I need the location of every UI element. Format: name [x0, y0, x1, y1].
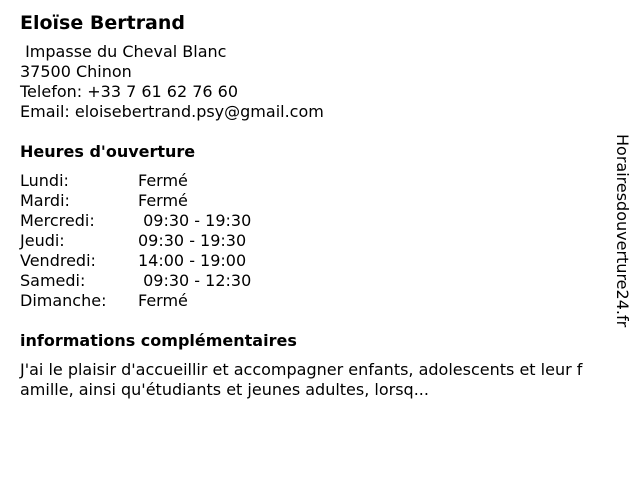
day-label: Mardi:	[20, 191, 70, 210]
hours-value: 09:30 - 19:30	[138, 211, 252, 230]
hours-heading: Heures d'ouverture	[20, 142, 196, 161]
day-label: Jeudi:	[20, 231, 65, 250]
hours-value: Fermé	[138, 191, 188, 210]
day-label: Samedi:	[20, 271, 86, 290]
hours-value: Fermé	[138, 171, 188, 190]
email-address: Email: eloisebertrand.psy@gmail.com	[20, 102, 324, 121]
hours-row-wednesday	[20, 211, 610, 231]
business-card	[20, 12, 610, 400]
hours-row-thursday	[20, 231, 610, 251]
hours-row-sunday	[20, 291, 610, 311]
hours-value: 09:30 - 12:30	[138, 271, 252, 290]
hours-row-tuesday	[20, 191, 610, 211]
phone-number: Telefon: +33 7 61 62 76 60	[20, 82, 239, 101]
hours-row-friday	[20, 251, 610, 271]
day-label: Vendredi:	[20, 251, 96, 270]
hours-value: 14:00 - 19:00	[138, 251, 247, 270]
watermark-text: Horairesdouverture24.fr	[613, 134, 632, 328]
day-label: Dimanche:	[20, 291, 107, 310]
day-label: Mercredi:	[20, 211, 95, 230]
info-description: J'ai le plaisir d'accueillir et accompagner enfants, adolescents et leur famille, ainsi qu'étudiants et jeunes adultes, lorsq...	[20, 360, 583, 399]
info-heading: informations complémentaires	[20, 331, 297, 350]
hours-row-saturday	[20, 271, 610, 291]
business-name: Eloïse Bertrand	[20, 12, 186, 34]
address-city: 37500 Chinon	[20, 62, 132, 81]
hours-list	[20, 171, 610, 311]
day-label: Lundi:	[20, 171, 69, 190]
hours-row-monday	[20, 171, 610, 191]
hours-value: 09:30 - 19:30	[138, 231, 247, 250]
address-street: Impasse du Cheval Blanc	[20, 42, 227, 61]
hours-value: Fermé	[138, 291, 188, 310]
